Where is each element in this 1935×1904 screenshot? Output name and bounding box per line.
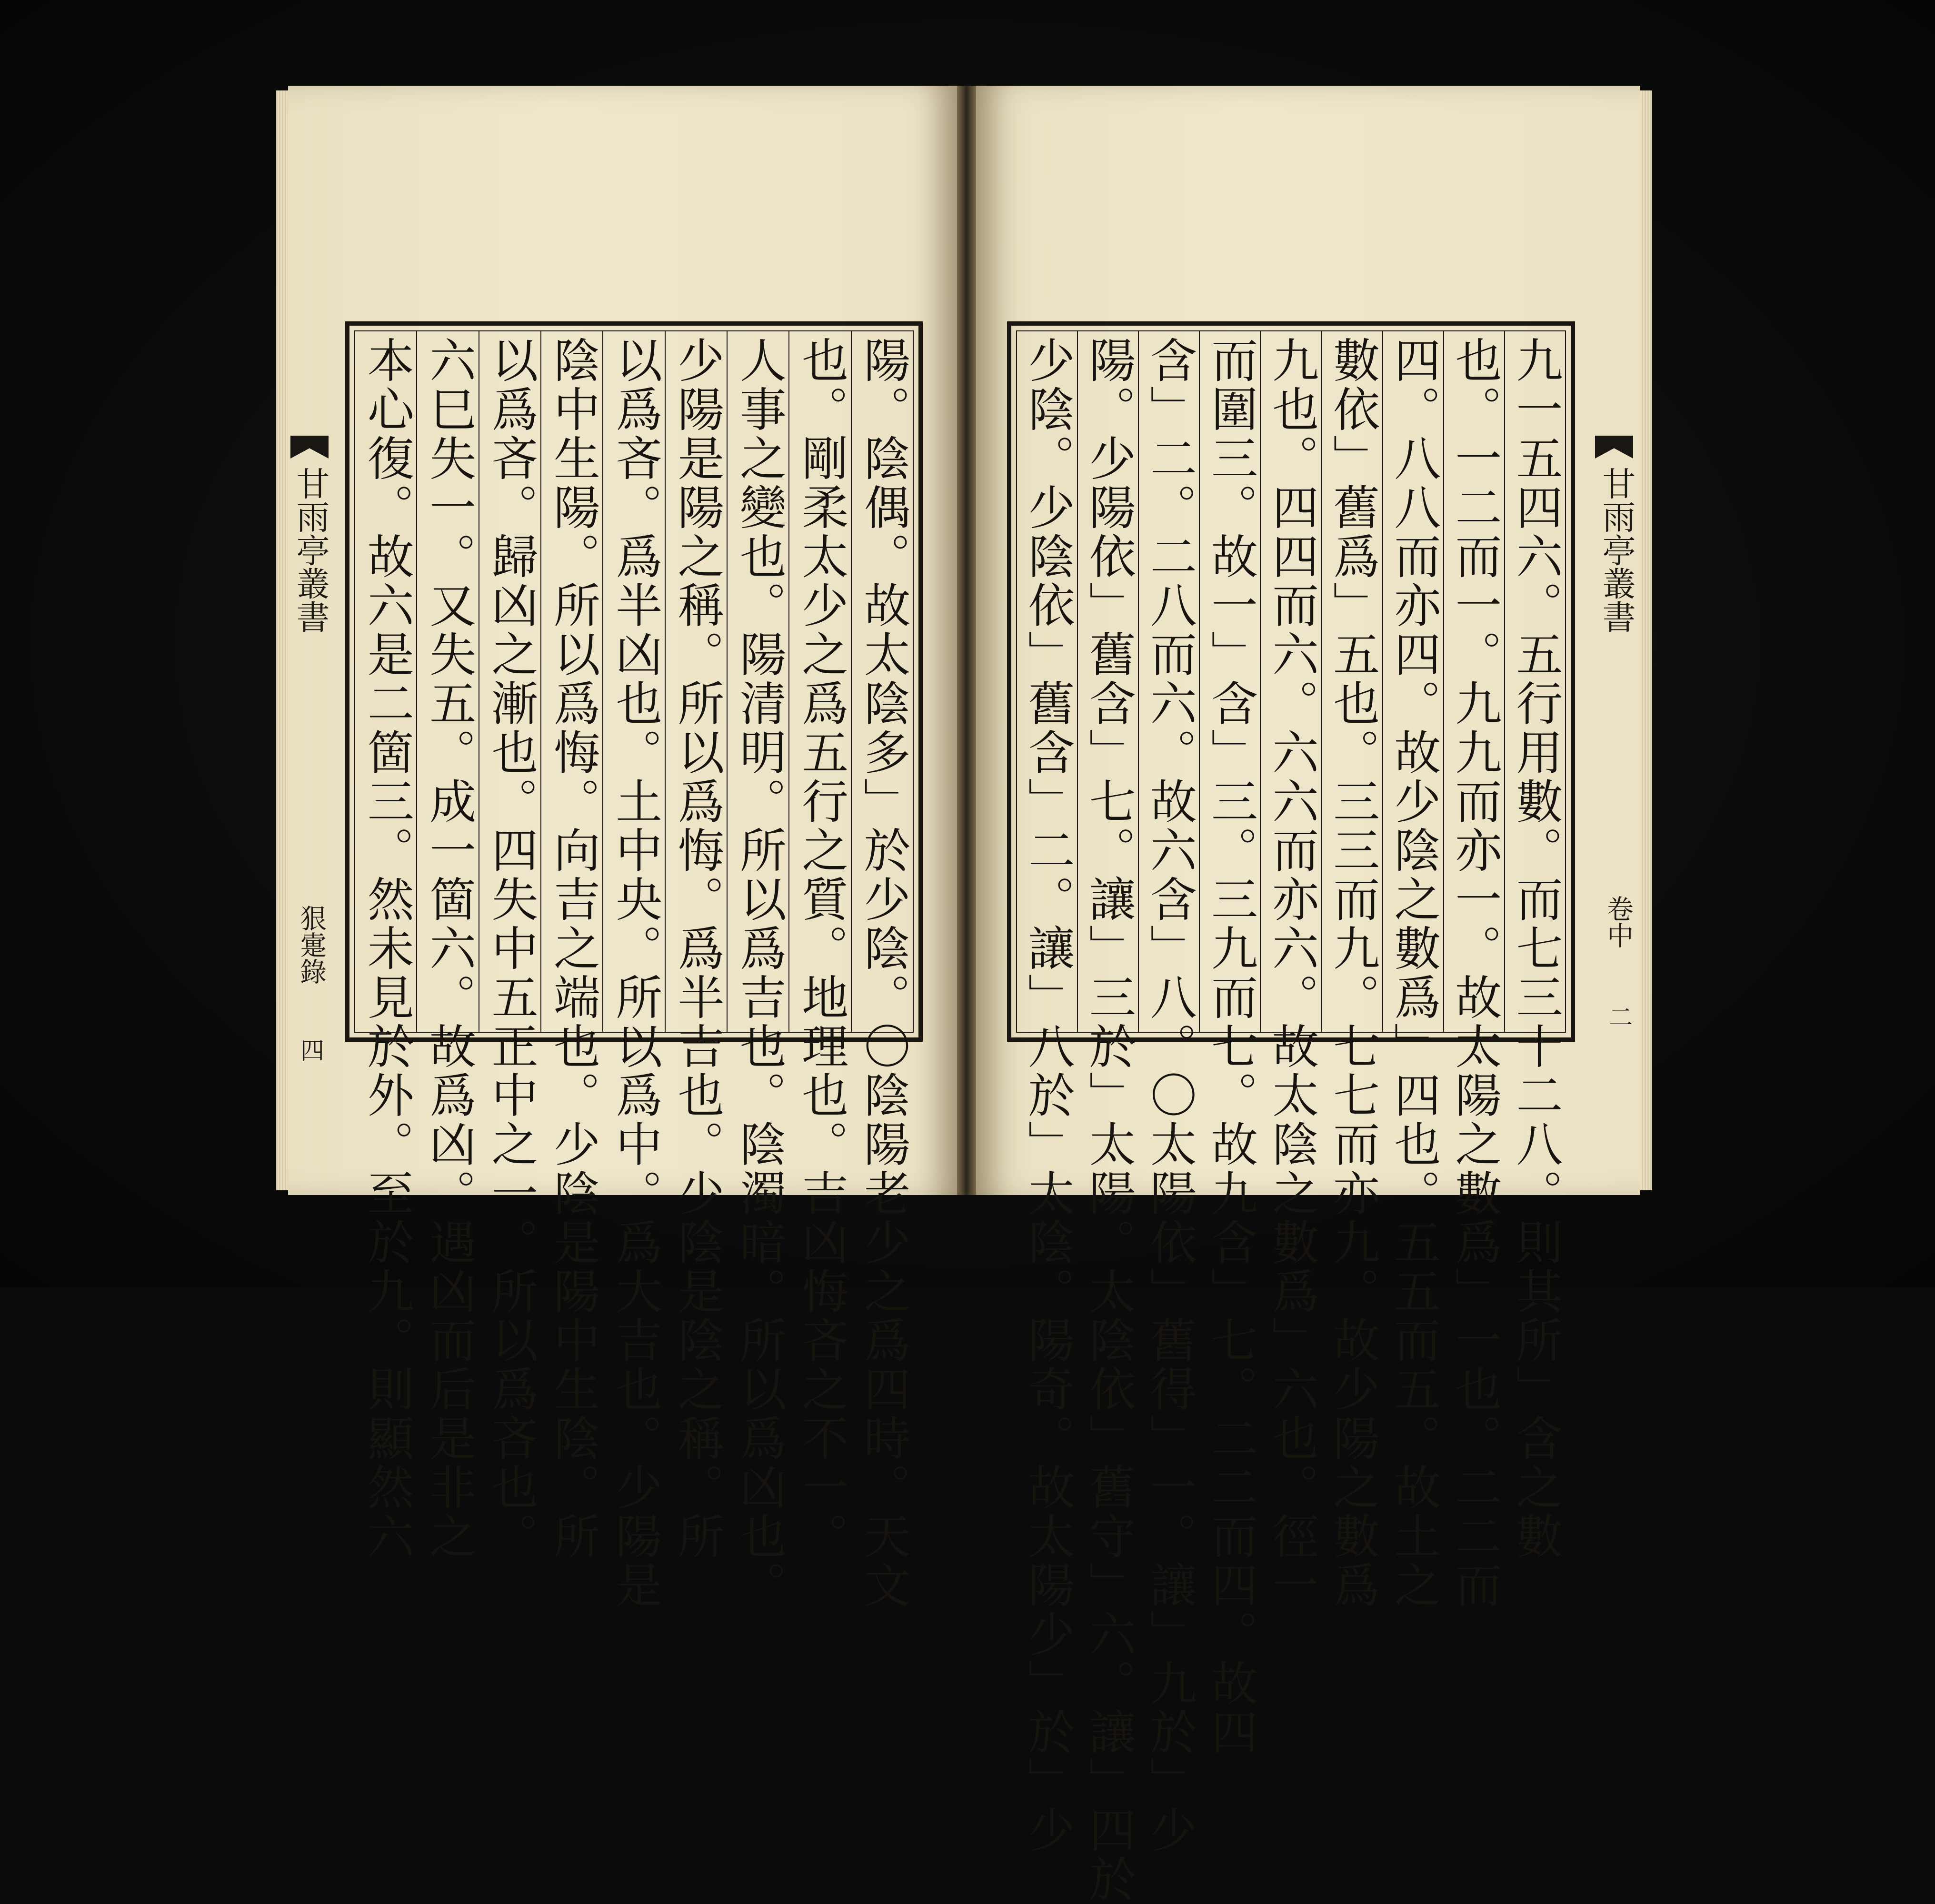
text-column-8: 陽。少陽依」舊含」七。讓」三於」太陽。太陰依」舊守」六。讓」四於	[1077, 331, 1138, 1032]
text-column-1: 陽。陰偶。故太陰多」於少陰。〇陰陽老少之爲四時。天文	[851, 331, 913, 1032]
text-columns	[1017, 331, 1565, 1904]
text-column-4: 少陽是陽之稱。所以爲悔。爲半吉也。少陰是陰之稱。所	[665, 331, 727, 1032]
book-gutter	[957, 86, 976, 1195]
text-columns	[355, 331, 913, 1610]
fishtail-mark	[1595, 436, 1633, 459]
text-column-4: 數依」舊爲」五也。三三而九。七七而亦九。故少陽之數爲	[1321, 331, 1382, 1032]
text-frame	[345, 321, 923, 1610]
text-column-9: 少陰。少陰依」舊含」二。讓」八於」太陰。陽奇。故太陽少」於」少	[1020, 336, 1075, 1855]
text-column-8: 六巳失一。又失五。成一箇六。故爲凶。遇凶而后是非之	[416, 331, 478, 1032]
text-column-6: 陰中生陽。所以爲悔。向吉之端也。少陰是陽中生陰。所	[540, 331, 602, 1032]
text-column-2: 也。一二而一。九九而亦一。故太陽之數爲」一也。二二而	[1443, 331, 1504, 1032]
text-column-9: 本心復。故六是二箇三。然未見於外。至於九。則顯然六	[359, 336, 414, 1561]
text-column-7: 含」二。二八而六。故六含」八。〇太陽依」舊得」一。讓」九於」少	[1138, 331, 1199, 1032]
text-column-6: 而圍三。故一」含」三。三九而七。故九含」七。二二而四。故四	[1199, 331, 1260, 1032]
text-frame	[1007, 321, 1575, 1904]
text-column-5: 以爲吝。爲半凶也。土中央。所以爲中。爲大吉也。少陽是	[602, 331, 664, 1032]
right-page	[976, 86, 1640, 1904]
fishtail-mark	[290, 436, 329, 459]
text-column-3: 人事之變也。陽清明。所以爲吉也。陰濁暗。所以爲凶也。	[727, 331, 788, 1032]
block-heart-work-title: 狠疐錄	[296, 905, 327, 985]
text-column-3: 四。八八而亦四。故少陰之數爲」四也。五五而五。故土之	[1382, 331, 1443, 1032]
block-heart-volume-label: 卷中	[1603, 895, 1634, 948]
block-heart-series-title: 甘雨亭叢書	[291, 467, 330, 633]
text-column-1: 九一五四六。五行用數。而七三十二八。則其所」含之數	[1504, 331, 1565, 1032]
left-page	[288, 86, 957, 1610]
block-heart-series-title: 甘雨亭叢書	[1597, 467, 1636, 633]
block-heart-folio-number: 二	[1605, 1005, 1633, 1028]
text-column-5: 九也。四四而六。六六而亦六。故太陰之數爲」六也。徑一	[1260, 331, 1321, 1032]
text-column-2: 也。剛柔太少之爲五行之質。地理也。吉凶悔吝之不一。	[788, 331, 850, 1032]
text-column-7: 以爲吝。歸凶之漸也。四失中五正中之一。所以爲吝也。	[479, 331, 540, 1032]
block-heart-folio-number: 四	[297, 1038, 324, 1062]
open-book	[276, 86, 1652, 1904]
